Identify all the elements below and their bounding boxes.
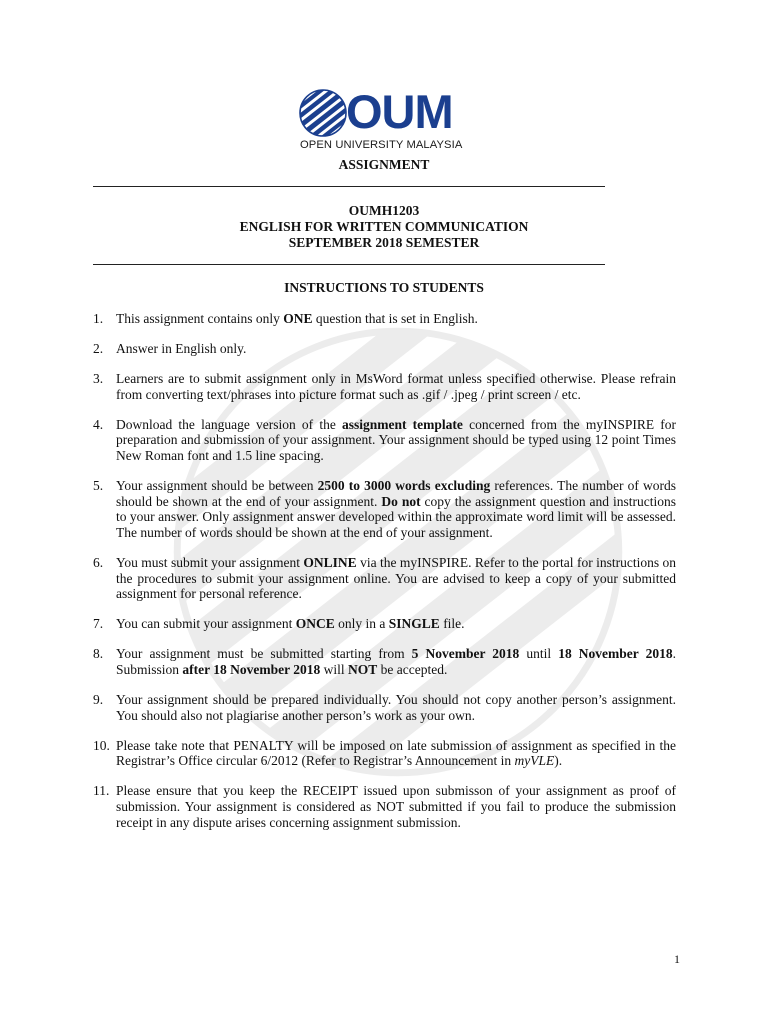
- instruction-number: 9.: [93, 692, 104, 708]
- instruction-fragment: references. The number of words should be shown at the end of your assignment.: [116, 478, 677, 509]
- instruction-item: [93, 311, 676, 327]
- instruction-item: [93, 341, 676, 357]
- instruction-emphasis: ONLINE: [303, 555, 357, 571]
- instruction-text: [116, 692, 676, 723]
- instruction-emphasis: 5 November 2018: [411, 646, 520, 662]
- instruction-text: [116, 783, 676, 829]
- instruction-text: [116, 417, 676, 463]
- instruction-fragment: be accepted.: [377, 662, 448, 677]
- header-divider-top: [93, 186, 605, 187]
- course-block: [0, 203, 768, 251]
- instruction-text: [116, 646, 676, 677]
- instruction-text: [116, 371, 676, 402]
- instruction-fragment: You must submit your assignment: [116, 555, 304, 571]
- instruction-fragment: copy the assignment question and instructions to your answer. Only assignment answer developed within the approximate word limit will be assessed. The number of words should be shown at the end of your assignment.: [116, 493, 676, 540]
- instruction-fragment: . Submission: [116, 646, 676, 677]
- instruction-fragment: Download the language version of the: [116, 416, 342, 432]
- instruction-fragment: file.: [439, 616, 465, 632]
- instruction-number: 8.: [93, 646, 104, 662]
- instruction-emphasis: after 18 November 2018: [182, 662, 321, 677]
- instruction-number: 10.: [93, 737, 110, 753]
- instruction-item: [93, 783, 676, 830]
- instruction-fragment: Learners are to submit assignment only in MsWord format unless specified otherwise. Please refrain from converting text/phrases into picture format such as .gif / .jpeg / print screen / etc.: [116, 371, 676, 402]
- logo-wordmark: OUM: [346, 85, 453, 138]
- instructions-list: [93, 311, 676, 845]
- instruction-emphasis: ONCE: [295, 616, 335, 632]
- logo-subtitle: OPEN UNIVERSITY MALAYSIA: [300, 139, 463, 151]
- instruction-item: [93, 371, 676, 402]
- instruction-text: [116, 555, 676, 601]
- instruction-fragment: Answer in English only.: [116, 341, 247, 357]
- instruction-item: [93, 646, 676, 677]
- instruction-fragment: This assignment contains only: [116, 311, 284, 326]
- document-type-label: ASSIGNMENT: [338, 157, 430, 172]
- instruction-fragment: concerned from the myINSPIRE for preparation and submission of your assignment. Your assignment should be typed using 12 point Times New Roman font and 1.5 line spacing.: [116, 416, 676, 464]
- instruction-item: [93, 738, 676, 769]
- instruction-text: [116, 311, 478, 326]
- course-code: OUMH1203: [348, 203, 420, 218]
- instruction-text: [116, 341, 246, 356]
- instruction-text: [116, 616, 465, 631]
- instruction-number: 11.: [93, 783, 110, 799]
- oum-logo: [298, 85, 470, 152]
- instruction-number: 4.: [93, 416, 104, 432]
- instruction-fragment: only in a: [334, 616, 389, 632]
- instruction-number: 5.: [93, 478, 104, 494]
- instruction-fragment: You can submit your assignment: [116, 616, 296, 632]
- instruction-emphasis: SINGLE: [388, 616, 440, 632]
- instruction-emphasis: 18 November 2018: [558, 646, 673, 662]
- instruction-emphasis: NOT: [348, 662, 378, 677]
- instruction-text: [116, 478, 676, 540]
- instruction-number: 2.: [93, 341, 104, 357]
- header-divider-bottom: [93, 264, 605, 265]
- instruction-item: [93, 417, 676, 464]
- instruction-emphasis: 2500 to 3000 words excluding: [317, 478, 491, 494]
- instruction-fragment: Your assignment should be prepared individually. You should not copy another person’s assignment. You should also not plagiarise another person’s work as your own.: [116, 692, 676, 723]
- instruction-text: [116, 738, 676, 769]
- instruction-fragment: Your assignment must be submitted starting from: [116, 646, 412, 662]
- instruction-item: [93, 555, 676, 602]
- instruction-fragment: via the myINSPIRE. Refer to the portal for instructions on the procedures to submit your assignment online. You are advised to keep a copy of your submitted assignment for personal reference.: [116, 555, 676, 602]
- course-semester: SEPTEMBER 2018 SEMESTER: [288, 235, 480, 250]
- instruction-fragment: Please ensure that you keep the RECEIPT issued upon submisson of your assignment as proof of submission. Your assignment is considered as NOT submitted if you fail to produce the submission receipt in any dispute arises concerning assignment submission.: [116, 783, 676, 830]
- instruction-emphasis: Do not: [381, 493, 421, 509]
- instruction-item: [93, 616, 676, 632]
- instruction-item: [93, 478, 676, 540]
- instruction-fragment: ).: [554, 753, 563, 769]
- instruction-number: 6.: [93, 555, 104, 571]
- instruction-fragment: will: [320, 662, 349, 677]
- instruction-emphasis: assignment template: [342, 416, 463, 432]
- instruction-italic: myVLE: [514, 753, 555, 769]
- instruction-fragment: Your assignment should be between: [116, 478, 318, 494]
- instructions-heading: INSTRUCTIONS TO STUDENTS: [284, 280, 484, 295]
- instruction-number: 3.: [93, 371, 104, 387]
- instruction-fragment: until: [519, 646, 559, 662]
- instruction-emphasis: ONE: [283, 311, 313, 326]
- oum-emblem-icon: [298, 88, 348, 138]
- instruction-number: 1.: [93, 311, 104, 326]
- instruction-fragment: question that is set in English.: [312, 311, 478, 326]
- instruction-fragment: Please take note that PENALTY will be imposed on late submission of assignment as specified in the Registrar’s Office circular 6/2012 (Refer to Registrar’s Announcement in: [116, 737, 676, 769]
- course-title: ENGLISH FOR WRITTEN COMMUNICATION: [239, 219, 529, 234]
- page-number: 1: [674, 952, 680, 966]
- instruction-number: 7.: [93, 616, 104, 632]
- instruction-item: [93, 692, 676, 723]
